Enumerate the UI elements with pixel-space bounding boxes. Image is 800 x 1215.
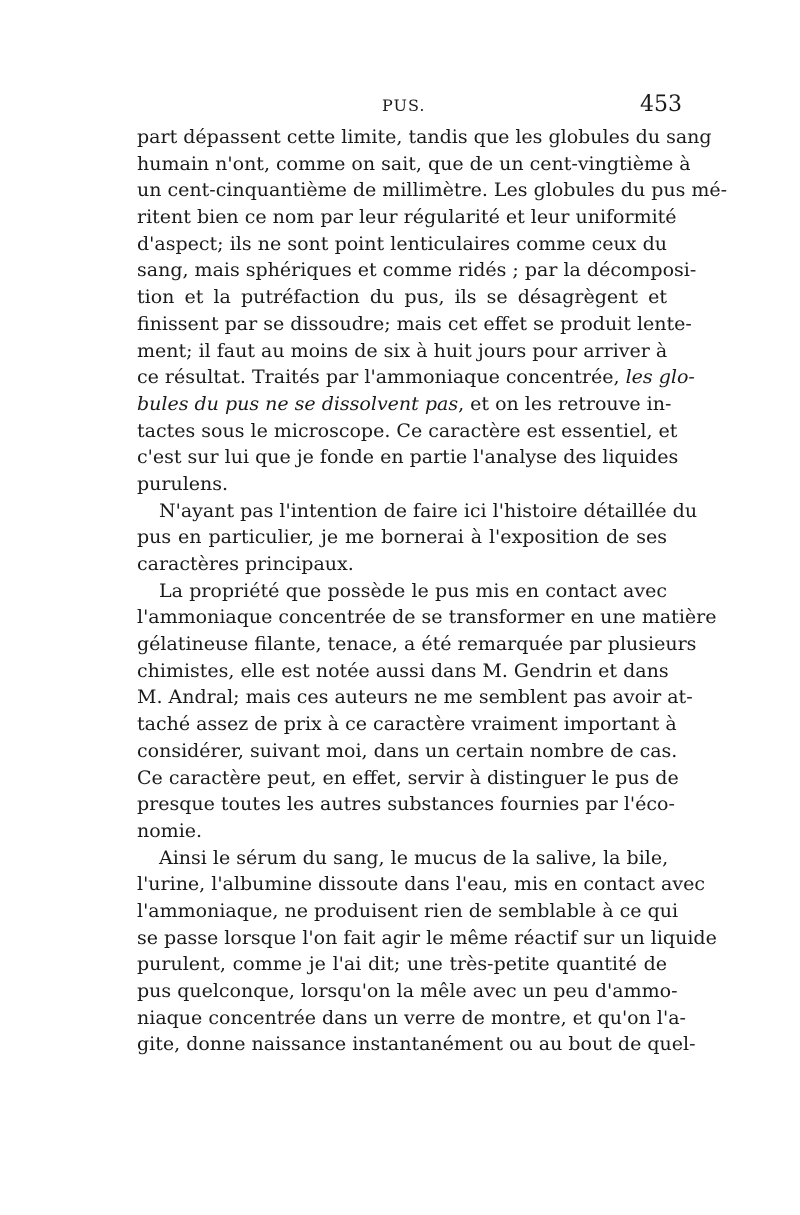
italic-text-run: bules du pus ne se dissolvent pas: [137, 392, 459, 415]
text-line: l'urine, l'albumine dissoute dans l'eau, mis en contact avec: [137, 873, 705, 896]
text-line: considérer, suivant moi, dans un certain nombre de cas.: [137, 739, 678, 762]
text-line: se passe lorsque l'on fait agir le même réactif sur un liquide: [137, 926, 717, 949]
text-line: ment; il faut au moins de six à huit jours pour arriver à: [137, 339, 668, 362]
page-header: [137, 92, 682, 126]
text-line: d'aspect; ils ne sont point lenticulaires comme ceux du: [137, 232, 667, 255]
text-line: niaque concentrée dans un verre de montre, et qu'on l'a-: [137, 1006, 686, 1029]
text-line: Ainsi le sérum du sang, le mucus de la salive, la bile,: [159, 846, 669, 869]
text-line: [137, 391, 672, 418]
running-head: PUS.: [382, 96, 426, 115]
text-line: caractères principaux.: [137, 553, 354, 575]
text-line: M. Andral; mais ces auteurs ne me semblent pas avoir at-: [137, 686, 693, 709]
text-line: c'est sur lui que je fonde en partie l'analyse des liquides: [137, 446, 679, 469]
text-line: l'ammoniaque, ne produisent rien de semblable à ce qui: [137, 899, 679, 922]
text-line: ritent bien ce nom par leur régularité et leur uniformité: [137, 206, 677, 229]
text-line: Ce caractère peut, en effet, servir à distinguer le pus de: [137, 766, 679, 789]
text-line: pus en particulier, je me bornerai à l'exposition de ses: [137, 526, 667, 549]
text-line: purulens.: [137, 472, 229, 495]
text-line: purulent, comme je l'ai dit; une très-petite quantité de: [137, 953, 667, 976]
text-line: sang, mais sphériques et comme ridés ; par la décomposi-: [137, 259, 697, 282]
text-line: l'ammoniaque concentrée de se transformer en une matière: [137, 606, 717, 629]
text-line: nomie.: [137, 819, 203, 842]
text-line: N'ayant pas l'intention de faire ici l'histoire détaillée du: [159, 499, 698, 522]
text-line: chimistes, elle est notée aussi dans M. Gendrin et dans: [137, 659, 669, 682]
text-run: ce résultat. Traités par l'ammoniaque concentrée,: [137, 366, 626, 389]
text-line: humain n'ont, comme on sait, que de un cent-vingtième à: [137, 152, 691, 175]
text-line: [137, 364, 695, 391]
text-line: pus quelconque, lorsqu'on la mêle avec un peu d'ammo-: [137, 980, 678, 1002]
text-run: , et on les retrouve in-: [458, 392, 672, 415]
text-line: taché assez de prix à ce caractère vraiment important à: [137, 713, 677, 736]
text-line: tion et la putréfaction du pus, ils se désagrègent et: [137, 286, 667, 309]
text-line: gélatineuse filante, tenace, a été remarquée par plusieurs: [137, 633, 697, 656]
page-number: 453: [640, 92, 682, 117]
text-line: tactes sous le microscope. Ce caractère est essentiel, et: [137, 419, 678, 442]
body-text: [137, 124, 728, 1058]
text-line: un cent-cinquantième de millimètre. Les globules du pus mé-: [137, 179, 728, 202]
italic-text-run: les glo-: [625, 366, 695, 389]
text-line: La propriété que possède le pus mis en contact avec: [159, 579, 667, 602]
text-line: presque toutes les autres substances fournies par l'éco-: [137, 793, 675, 816]
text-line: part dépassent cette limite, tandis que les globules du sang: [137, 126, 712, 148]
text-line: finissent par se dissoudre; mais cet effet se produit lente-: [137, 312, 692, 335]
text-line: gite, donne naissance instantanément ou au bout de quel-: [137, 1033, 696, 1056]
